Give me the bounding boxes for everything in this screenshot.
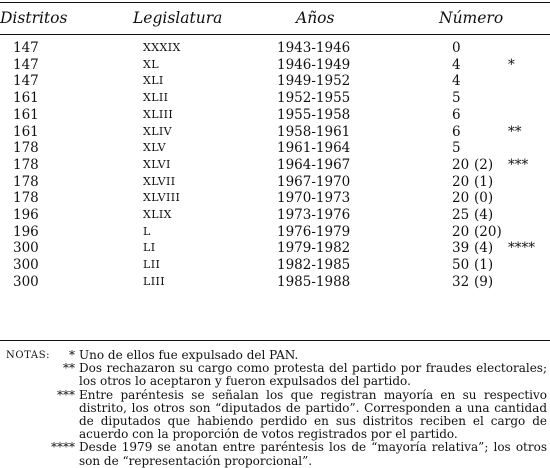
- table-row: [0, 57, 550, 73]
- note-3: [0, 389, 550, 442]
- cell-distritos: 196: [13, 223, 39, 240]
- cell-distritos: 161: [13, 123, 39, 140]
- table-row: [0, 224, 550, 240]
- cell-anos: 1958-1961: [277, 123, 351, 140]
- cell-numero: 20: [452, 223, 470, 240]
- note-text: Uno de ellos fue expulsado del PAN.: [79, 348, 299, 362]
- cell-distritos: 178: [13, 173, 39, 190]
- cell-distritos: 147: [13, 73, 39, 90]
- note-mark: **: [63, 361, 75, 376]
- cell-legislatura: XLVII: [143, 174, 176, 188]
- header-rule: [0, 34, 550, 35]
- note-text: Desde 1979 se anotan entre paréntesis los de “mayoría relativa”; los otros son de “representación proporcional”.: [79, 440, 547, 468]
- cell-anos: 1946-1949: [277, 56, 351, 73]
- cell-distritos: 147: [13, 40, 39, 56]
- cell-numero: 20: [452, 173, 470, 190]
- cell-anos: 1979-1982: [277, 240, 351, 257]
- cell-legislatura: XLI: [143, 74, 164, 88]
- table-row: [0, 174, 550, 190]
- table-row: [0, 107, 550, 123]
- cell-numero: 5: [452, 90, 461, 107]
- notes-section: [0, 349, 550, 468]
- cell-anos: 1955-1958: [277, 106, 351, 123]
- cell-mayoria: (1): [474, 257, 494, 274]
- notes-label: NOTAS:: [6, 350, 51, 361]
- cell-distritos: 161: [13, 90, 39, 107]
- cell-note-mark: ****: [508, 240, 535, 257]
- cell-numero: 20: [452, 156, 470, 173]
- cell-distritos: 178: [13, 156, 39, 173]
- cell-anos: 1970-1973: [277, 190, 351, 207]
- table-row: [0, 190, 550, 206]
- cell-legislatura: LI: [143, 241, 156, 255]
- cell-numero: 4: [452, 73, 461, 90]
- cell-note-mark: *: [508, 56, 515, 73]
- table-row: [0, 257, 550, 273]
- note-mark: *: [69, 348, 75, 362]
- cell-mayoria: (0): [474, 190, 494, 207]
- note-2: [0, 362, 550, 388]
- cell-anos: 1985-1988: [277, 273, 351, 290]
- cell-numero: 32: [452, 273, 470, 290]
- cell-legislatura: L: [143, 224, 151, 238]
- table-row: [0, 140, 550, 156]
- cell-legislatura: XLVI: [143, 157, 171, 171]
- cell-mayoria: (4): [474, 240, 494, 257]
- header-distritos: Distritos: [0, 9, 68, 27]
- header-numero: Número: [439, 9, 504, 27]
- cell-numero: 20: [452, 190, 470, 207]
- cell-numero: 6: [452, 106, 461, 123]
- cell-distritos: 196: [13, 207, 39, 223]
- cell-numero: 6: [452, 123, 461, 140]
- cell-anos: 1961-1964: [277, 140, 351, 157]
- table-row: [0, 124, 550, 140]
- cell-legislatura: XLVIII: [143, 191, 181, 205]
- cell-mayoria: (9): [474, 273, 494, 290]
- cell-distritos: 300: [13, 273, 39, 290]
- cell-numero: 25: [452, 207, 470, 223]
- cell-mayoria: (2): [474, 156, 494, 173]
- cell-numero: 0: [452, 40, 461, 56]
- cell-anos: 1949-1952: [277, 73, 351, 90]
- cell-legislatura: XXXIX: [143, 41, 181, 54]
- note-4: [0, 441, 550, 467]
- cell-mayoria: (1): [474, 173, 494, 190]
- cell-distritos: 300: [13, 240, 39, 257]
- cell-legislatura: XLIII: [143, 107, 174, 121]
- cell-distritos: 161: [13, 106, 39, 123]
- table-row: [0, 240, 550, 256]
- cell-legislatura: XLIV: [143, 124, 173, 138]
- cell-distritos: 300: [13, 257, 39, 274]
- cell-anos: 1943-1946: [277, 40, 351, 56]
- header-anos: Años: [296, 9, 335, 27]
- cell-mayoria: (20): [474, 223, 502, 240]
- cell-numero: 50: [452, 257, 470, 274]
- cell-note-mark: **: [508, 123, 522, 140]
- note-mark: ****: [51, 440, 75, 455]
- cell-note-mark: ***: [508, 156, 529, 173]
- cell-distritos: 178: [13, 190, 39, 207]
- cell-legislatura: LII: [143, 258, 161, 272]
- cell-anos: 1982-1985: [277, 257, 351, 274]
- bottom-rule: [0, 340, 550, 341]
- cell-distritos: 178: [13, 140, 39, 157]
- cell-anos: 1952-1955: [277, 90, 351, 107]
- cell-legislatura: LIII: [143, 274, 165, 288]
- cell-legislatura: XLII: [143, 91, 169, 105]
- header-legislatura: Legislatura: [133, 9, 223, 27]
- cell-anos: 1973-1976: [277, 207, 351, 223]
- cell-distritos: 147: [13, 56, 39, 73]
- cell-anos: 1976-1979: [277, 223, 351, 240]
- note-text: Entre paréntesis se señalan los que registran mayoría en su respectivo distrito, los otros son “diputados de partido”. Corresponden a una cantidad de diputados que habiendo perdido en sus distritos reciben el cargo de acuerdo con la proporción de votos registrados por el partido.: [79, 387, 547, 442]
- cell-anos: 1964-1967: [277, 156, 351, 173]
- table-row: [0, 90, 550, 106]
- cell-legislatura: XL: [143, 57, 159, 71]
- table-row: [0, 73, 550, 89]
- cell-anos: 1967-1970: [277, 173, 351, 190]
- top-rule: [0, 2, 550, 3]
- table-row: [0, 157, 550, 173]
- cell-numero: 39: [452, 240, 470, 257]
- cell-numero: 4: [452, 56, 461, 73]
- table-row: [0, 274, 550, 290]
- cell-mayoria: (4): [474, 207, 494, 223]
- table-row: [0, 40, 550, 56]
- note-mark: ***: [57, 387, 75, 402]
- cell-legislatura: XLV: [143, 141, 166, 155]
- cell-numero: 5: [452, 140, 461, 157]
- cell-legislatura: XLIX: [143, 208, 172, 221]
- note-text: Dos rechazaron su cargo como protesta del partido por fraudes electorales; los otros lo aceptaron y fueron expulsados del partido.: [79, 361, 547, 389]
- table-row: [0, 207, 550, 223]
